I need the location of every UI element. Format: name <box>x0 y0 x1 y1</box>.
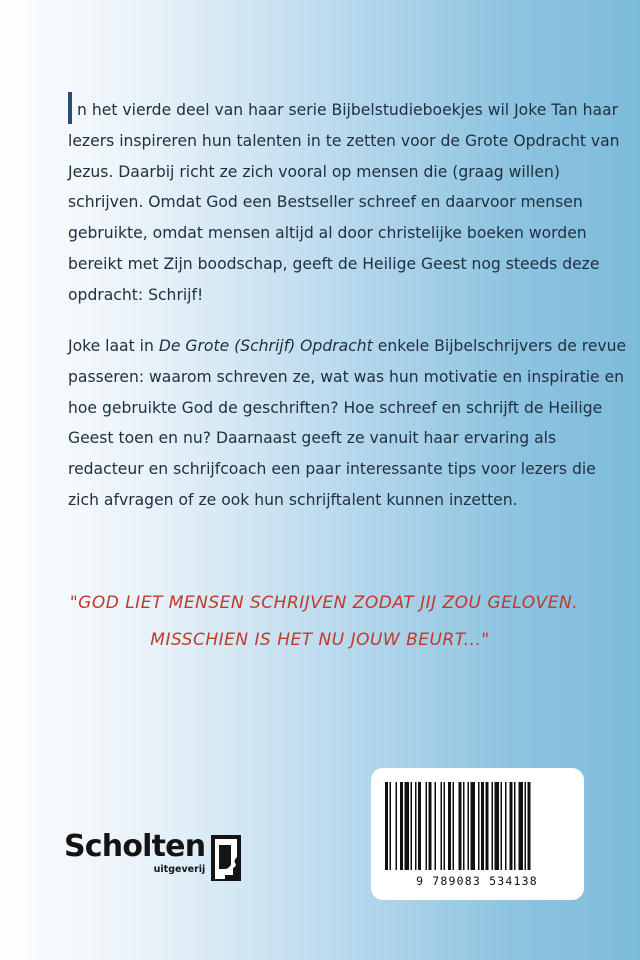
publisher-head-icon <box>211 835 241 881</box>
second-paragraph <box>68 331 628 516</box>
quote-line-2: MISSCHIEN IS HET NU JOUW BEURT..." <box>150 630 490 650</box>
para2-after: enkele Bijbelschrijvers de revue passeren: waarom schreven ze, wat was hun motivatie en inspiratie en hoe gebruikte God de geschriften? Hoe schreef en schrijft de Heilige Geest toen en nu? Daarnaast geeft ze vanuit haar ervaring als redacteur en schrijfcoach een paar interessante tips voor lezers die zich afvragen of ze ook hun schrijftalent kunnen inzetten. <box>68 337 627 509</box>
quote-line-1: "GOD LIET MENSEN SCHRIJVEN ZODAT JIJ ZOU GELOVEN. <box>69 593 579 613</box>
drop-cap-bar <box>68 92 72 124</box>
para2-before: Joke laat in <box>68 337 159 355</box>
barcode-bars <box>385 782 569 872</box>
book-title: De Grote (Schrijf) Opdracht <box>158 337 373 355</box>
publisher-logo <box>64 829 241 881</box>
publisher-name: Scholten <box>64 829 206 864</box>
barcode <box>371 768 584 900</box>
intro-text: n het vierde deel van haar serie Bijbelstudieboekjes wil Joke Tan haar lezers inspireren hun talenten in te zetten voor de Grote Opdracht van Jezus. Daarbij richt ze zich vooral op mensen die (graag willen) schrijven. Omdat God een Bestseller schreef en daarvoor mensen gebruikte, omdat mensen altijd al door christelijke boeken worden bereikt met Zijn boodschap, geeft de Heilige Geest nog steeds deze opdracht: Schrijf! <box>68 101 620 304</box>
intro-paragraph <box>68 92 628 311</box>
publisher-subtitle: uitgeverij <box>153 864 206 875</box>
isbn-number: 9 789083 534138 <box>416 874 538 888</box>
